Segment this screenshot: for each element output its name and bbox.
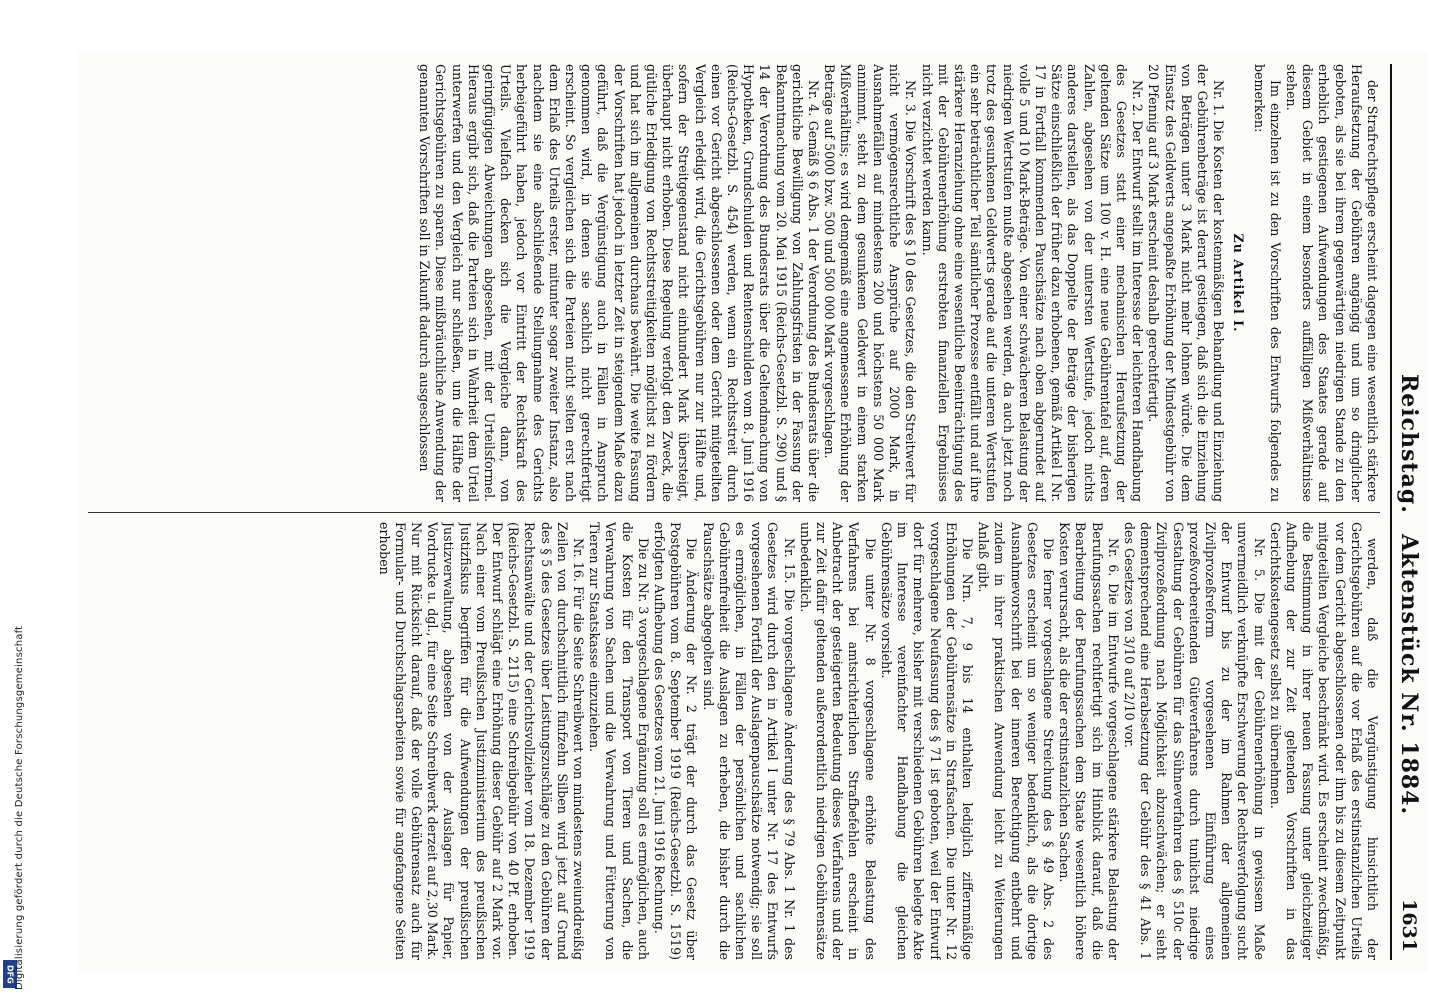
journal-title: Reichstag.	[1396, 374, 1422, 514]
paragraph: Nr. 6. Die im Entwurfe vorgeschlagene stärkere Belastung der Berufungssachen rechtfertigt sich im Hinblick darauf, daß die Bearbeitung der Berufungssachen dem Staate wesentlich höhere Kosten verursacht, als die der erstinstanzlichen Sachen.	[1057, 522, 1121, 960]
paragraph: Die zu Nr. 3 vorgeschlagene Ergänzung soll es ermöglichen, auch die Kosten für den Transport von Tieren und Sachen, die Verwahrung von Sachen und die Verwahrung und Fütterung von Tieren zur Staatskasse einzuziehen.	[587, 522, 651, 960]
text-columns	[88, 64, 1380, 960]
paragraph: Im einzelnen ist zu den Vorschriften des Entwurfs folgendes zu bemerken:	[1251, 64, 1283, 502]
paragraph: der Strafrechtspflege erscheint dagegen eine wesentlich stärkere Heraufsetzung der Gebühren angängig und um so dringlicher geboten, als sie bei ihrem gegenwärtigen niedrigen Stande zu den erheblich gestiegenen Aufwendungen des Staates gerade auf diesem Gebiet in einem besonders auffälligen Mißverhältnisse stehen.	[1283, 64, 1380, 502]
funding-note: Digitalisierung gefördert durch die Deutsche Forschungsgemeinschaft	[14, 625, 25, 990]
paragraph: Nr. 5. Die mit der Gebührenerhöhung in gewissem Maße unvermeidlich verknüpfte Erschwerung der Rechtsverfolgung sucht der Entwurf bis zu der im Rahmen der allgemeinen Zivilprozeßreform vorgesehenen Einführung eines prozeßvorbereitenden Güteverfahrens durch tunlichst niedrige Gestaltung der Gebühren für das Sühneverfahren des § 510c der Zivilprozeßordnung nach Möglichkeit abzuschwächen; er sieht dementsprechend eine Herabsetzung der Gebühr des § 41 Abs. 1 des Gesetzes von 3/10 auf 2/10 vor.	[1121, 522, 1267, 960]
paragraph: Nr. 3. Die Vorschrift des § 10 des Gesetzes, die den Streitwert für nicht vermögensrechtliche Ansprüche auf 2000 Mark, in Ausnahmefällen auf mindestens 200 und höchstens 50 000 Mark annimmt, steht zu dem gesunkenen Geldwert in einem starken Mißverhältnis; es wird demgemäß eine angemessene Erhöhung der Beträge auf 5000 bzw. 500 und 500 000 Mark vorgeschlagen.	[822, 64, 919, 502]
scanned-page	[78, 52, 1428, 972]
paragraph: Nr. 16. Für die Seite Schreibwert von mindestens zweiunddreißig Zeilen von durchschnittlich fünfzehn Silben wird jetzt auf Grund des § 5 des Gesetzes über Leistungszuschläge zu den Gebühren der Rechtsanwälte und der Gerichtsvollzieher vom 18. Dezember 1919 (Reichs-Gesetzbl. S. 2115) eine Schreibgebühr von 40 Pf. erhoben. Der Entwurf schlägt eine Erhöhung dieser Gebühr auf 2 Mark vor. Nach einer vom Preußischen Justizministerium des preußischen Justizfiskus begriffen für die Aufwendungen der preußischen Justizverwaltung, abgesehen von der Auslagen für Papier, Vordrucke u. dgl., für eine Seite Schreibwerk derzeit auf 2,30 Mark. Nur mit Rücksicht darauf, daß der volle Gebührensatz auch für Formular- und Durchschlagsarbeiten sowie für angefangene Seiten erhoben	[376, 522, 587, 960]
left-column	[88, 64, 1380, 502]
dfg-logo-icon: DFG	[3, 960, 17, 988]
paragraph: Nr. 2. Der Entwurf stellt im Interesse der leichteren Handhabung des Gesetzes statt einer mechanischen Heraufsetzung der geltenden Sätze um 100 v. H. eine neue Gebührentafel auf, deren Zahlen, abgesehen von der untersten Wertstufe, jedoch nichts anderes darstellen, als das Doppelte der Beträge der bisherigen Sätze einschließlich der früher dazu erhobenen, gemäß Artikel I Nr. 17 in Fortfall kommenden Pauschsätze nach oben abgerundet auf volle 5 und 10 Mark-Beträge. Von einer schwächeren Belastung der niedrigen Wertstufen mußte abgesehen werden, da auch jetzt noch trotz des gesunkenen Geldwerts gerade auf die unteren Wertstufen ein sehr beträchtlicher Teil sämtlicher Prozesse entfällt und auf ihre stärkere Heranziehung ohne eine wesentliche Beeinträchtigung des mit der Gebührenerhöhung erstrebten finanziellen Ergebnisses nicht verzichtet werden kann.	[919, 64, 1146, 502]
paragraph: Die ferner vorgeschlagene Streichung des § 49 Abs. 2 des Gesetzes erscheint um so weniger bedenklich, als die dortige Ausnahmevorschrift bei der inneren Berechtigung entbehrt und zudem in ihrer praktischen Anwendung leicht zu Weiterungen Anlaß gibt.	[976, 522, 1056, 960]
paragraph: Nr. 15. Die vorgeschlagene Änderung des § 79 Abs. 1 Nr. 1 des Gesetzes wird durch den in Artikel I unter Nr. 17 des Entwurfs vorgesehenen Fortfall der Auslagenpauschsätze notwendig; sie soll es ermöglichen, in Fällen der persönlichen und sachlichen Gebührenfreiheit die Auslagen zu erheben, die bisher durch die Pauschsätze abgegolten sind.	[700, 522, 797, 960]
document-page	[78, 52, 1428, 972]
paragraph: werden, daß die Vergünstigung hinsichtlich der Gerichtsgebühren auf die vor Erlaß des erstinstanzlichen Urteils vor dem Gericht abgeschlossenen oder ihm bis zu diesem Zeitpunkt mitgeteilten Vergleiche beschränkt wird. Es erscheint zweckmäßig, die Bestimmung in ihrer neuen Fassung unter gleichzeitiger Aufhebung der zur Zeit geltenden Vorschriften in das Gerichtskostengesetz selbst zu übernehmen.	[1267, 522, 1380, 960]
paragraph: Nr. 4. Gemäß § 6 Abs. 1 der Verordnung des Bundesrats über die gerichtliche Bewilligung von Zahlungsfristen in der Fassung der Bekanntmachung vom 20. Mai 1915 (Reichs-Gesetzbl. S. 290) und § 14 der Verordnung des Bundesrats über die Geltendmachung von Hypotheken, Grundschulden und Rentenschulden vom 8. Juni 1916 (Reichs-Gesetzbl. S. 454) werden, wenn ein Rechtsstreit durch einen vor Gericht abgeschlossenen oder dem Gericht mitgeteilten Vergleich erledigt wird, die Gerichtsgebühren nur zur Hälfte und, sofern der Streitgegenstand nicht einhundert Mark übersteigt, überhaupt nicht erhoben. Diese Regelung verfolgt den Zweck, die gütliche Erledigung von Rechtsstreitigkeiten möglichst zu fördern und hat sich im allgemeinen durchaus bewährt. Die weite Fassung der Vorschriften hat jedoch in letzter Zeit in steigendem Maße dazu geführt, daß die Vergünstigung auch in Fällen in Anspruch genommen wird, in denen sie sachlich nicht gerechtfertigt erscheint. So vergleichen sich die Parteien nicht selten erst nach dem Erlaß des Urteils erster, mitunter sogar zweiter Instanz, also nachdem sie eine abschließende Stellungnahme des Gerichts herbeigeführt haben, jedoch vor Eintritt der Rechtskraft des Urteils. Vielfach decken sich die Vergleiche dann, von geringfügigen Abweichungen abgesehen, mit der Urteilsformel. Hieraus ergibt sich, daß die Parteien sich in Wahrheit dem Urteil unterwerfen und den Vergleich nur schließen, um die Hälfte der Gerichtsgebühren zu sparen. Diese mißbräuchliche Anwendung der genannten Vorschriften soll in Zukunft dadurch ausgeschlossen	[417, 64, 822, 502]
paragraph: Die unter Nr. 8 vorgeschlagene erhöhte Belastung des Verfahrens bei amtsrichterlichen Strafbefehlen erscheint in Anbetracht der gesteigerten Bedeutung dieses Verfahrens und der zur Zeit dafür geltenden außerordentlich niedrigen Gebührensätze unbedenklich.	[797, 522, 878, 960]
document-title: Aktenstück Nr. 1884.	[1396, 534, 1422, 816]
right-column	[88, 522, 1380, 960]
column-divider	[88, 512, 1380, 513]
paragraph: Die Nrn. 7, 9 bis 14 enthalten lediglich ziffernmäßige Erhöhungen der Gebührensätze in Strafsachen. Die unter Nr. 12 vorgeschlagene Neufassung des § 71 ist geboten, weil der Entwurf dort für mehrere, bisher mit verschiedenen Gebühren belegte Akte im Interesse vereinfachter Handhabung die gleichen Gebührensätze vorsieht.	[878, 522, 975, 960]
paragraph: Nr. 1. Die Kosten der kostenmäßigen Behandlung und Einziehung der Gebührenbeträge ist derart gestiegen, daß sich die Einziehung von Beträgen unter 3 Mark nicht mehr lohnen würde. Die dem Einsatz des Geldwerts angepaßte Erhöhung der Mindestgebühr von 20 Pfennig auf 3 Mark erscheint deshalb gerechtfertigt.	[1146, 64, 1227, 502]
sidebar	[0, 0, 25, 1000]
section-heading: Zu Artikel I.	[1231, 233, 1247, 333]
paragraph: Die Änderung der Nr. 2 trägt der durch das Gesetz über Postgebühren vom 8. September 1919 (Reichs-Gesetzbl. S. 1519) erfolgten Aufhebung des Gesetzes vom 21. Juni 1916 Rechnung.	[652, 522, 700, 960]
page-number: 1631	[1398, 899, 1420, 952]
page-header	[1390, 64, 1428, 960]
